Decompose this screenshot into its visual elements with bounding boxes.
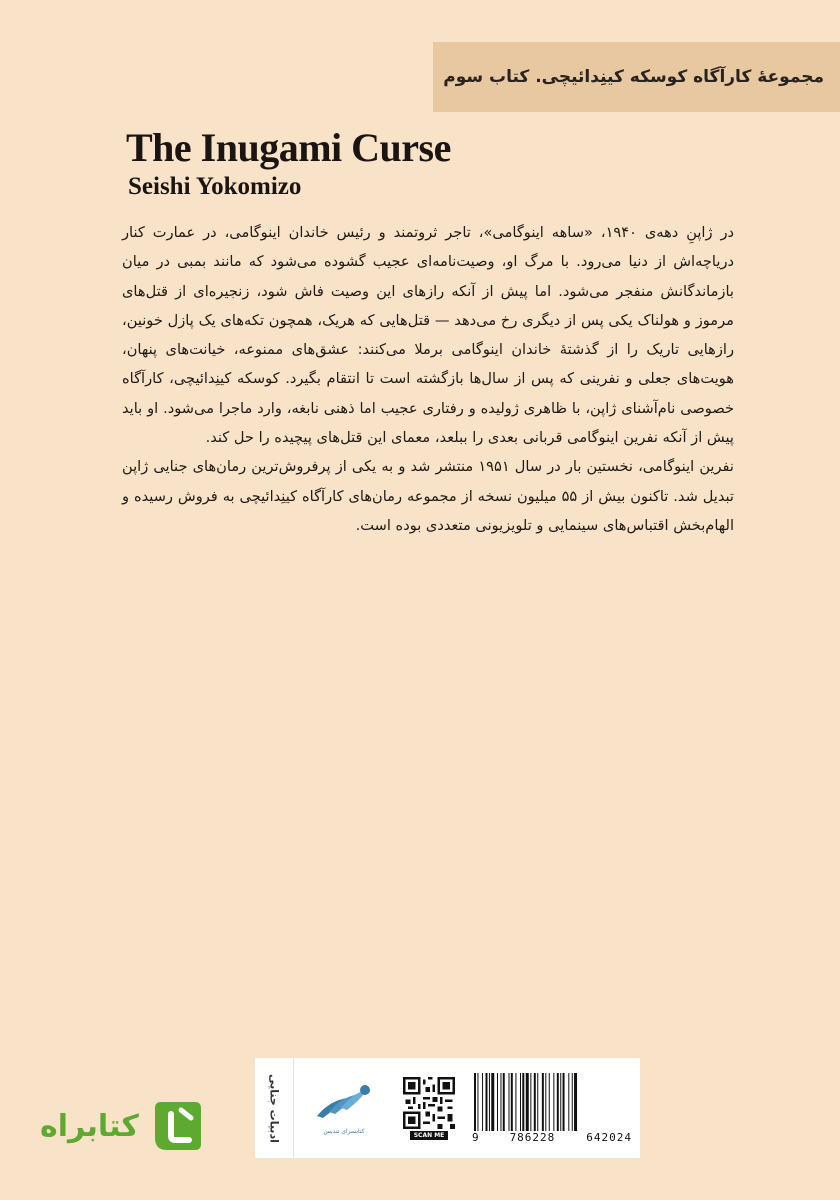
back-cover-info-strip bbox=[255, 1058, 640, 1158]
barcode-bars bbox=[472, 1073, 632, 1131]
book-title: The Inugami Curse bbox=[126, 125, 451, 170]
genre-box bbox=[255, 1058, 294, 1158]
store-logo bbox=[40, 1092, 220, 1160]
qr-code-icon bbox=[403, 1077, 455, 1129]
publisher-name: کتابسرای تندیس bbox=[323, 1127, 365, 1135]
book-description bbox=[122, 218, 734, 540]
isbn-lead-digit: 9 bbox=[472, 1130, 479, 1144]
series-banner bbox=[433, 42, 840, 112]
store-name: کتابراه bbox=[40, 1108, 139, 1144]
qr-code-box bbox=[394, 1058, 464, 1158]
description-paragraph-2: نفرین اینوگامی، نخستین بار در سال ۱۹۵۱ منتشر شد و به یکی از پرفروش‌ترین رمان‌های جنایی ژاپن تبدیل شد. تاکنون بیش از ۵۵ میلیون نسخه از مجموعه رمان‌های کارآگاه کینِدائیچی به فروش رسیده و الهام‌بخش اقتباس‌های سینمایی و تلویزیونی متعددی بوده است. bbox=[122, 458, 734, 534]
store-badge-icon bbox=[145, 1096, 205, 1156]
isbn-barcode bbox=[464, 1058, 640, 1158]
isbn-number bbox=[472, 1131, 632, 1144]
qr-scan-label: SCAN ME bbox=[410, 1131, 449, 1140]
description-paragraph-1: در ژاپنِ دهه‌ی ۱۹۴۰، «ساهه اینوگامی»، تاجر ثروتمند و رئیس خاندان اینوگامی، در عمارت کنار دریاچه‌اش از دنیا می‌رود. با مرگ او، وصیت‌نامه‌ای عجیب گشوده می‌شود که مانند بمبی در میان بازماندگانش منفجر می‌شود. اما پیش از آنکه رازهای این وصیت فاش شود، زنجیره‌ای از قتل‌های مرموز و هولناک یکی پس از دیگری رخ می‌دهد — قتل‌هایی که هریک، همچون تکه‌های یک پازل خونین، رازهایی تاریک را از گذشتۀ خاندان اینوگامی برملا می‌کنند: عشق‌های ممنوعه، خیانت‌های پنهان، هویت‌های جعلی و نفرینی که پس از سال‌ها بازگشته است تا انتقام بگیرد. کوسکه کینِدائیچی، کارآگاه خصوصی نام‌آشنای ژاپن، با ظاهری ژولیده و رفتاری عجیب اما ذهنی نابغه، وارد ماجرا می‌شود. او باید پیش از آنکه نفرین اینوگامی قربانی بعدی را ببلعد، معمای این قتل‌های پیچیده را حل کند. bbox=[122, 224, 734, 447]
series-banner-text: مجموعۀ کارآگاه کوسکه کینِدائیچی. کتاب سوم bbox=[443, 67, 824, 87]
isbn-group-2: 642024 bbox=[586, 1130, 632, 1144]
publisher-logo bbox=[294, 1058, 394, 1158]
isbn-group-1: 786228 bbox=[509, 1130, 556, 1144]
publisher-bird-icon bbox=[313, 1082, 375, 1122]
book-author: Seishi Yokomizo bbox=[128, 173, 302, 200]
genre-label: ادبیات جنایی bbox=[267, 1073, 281, 1143]
